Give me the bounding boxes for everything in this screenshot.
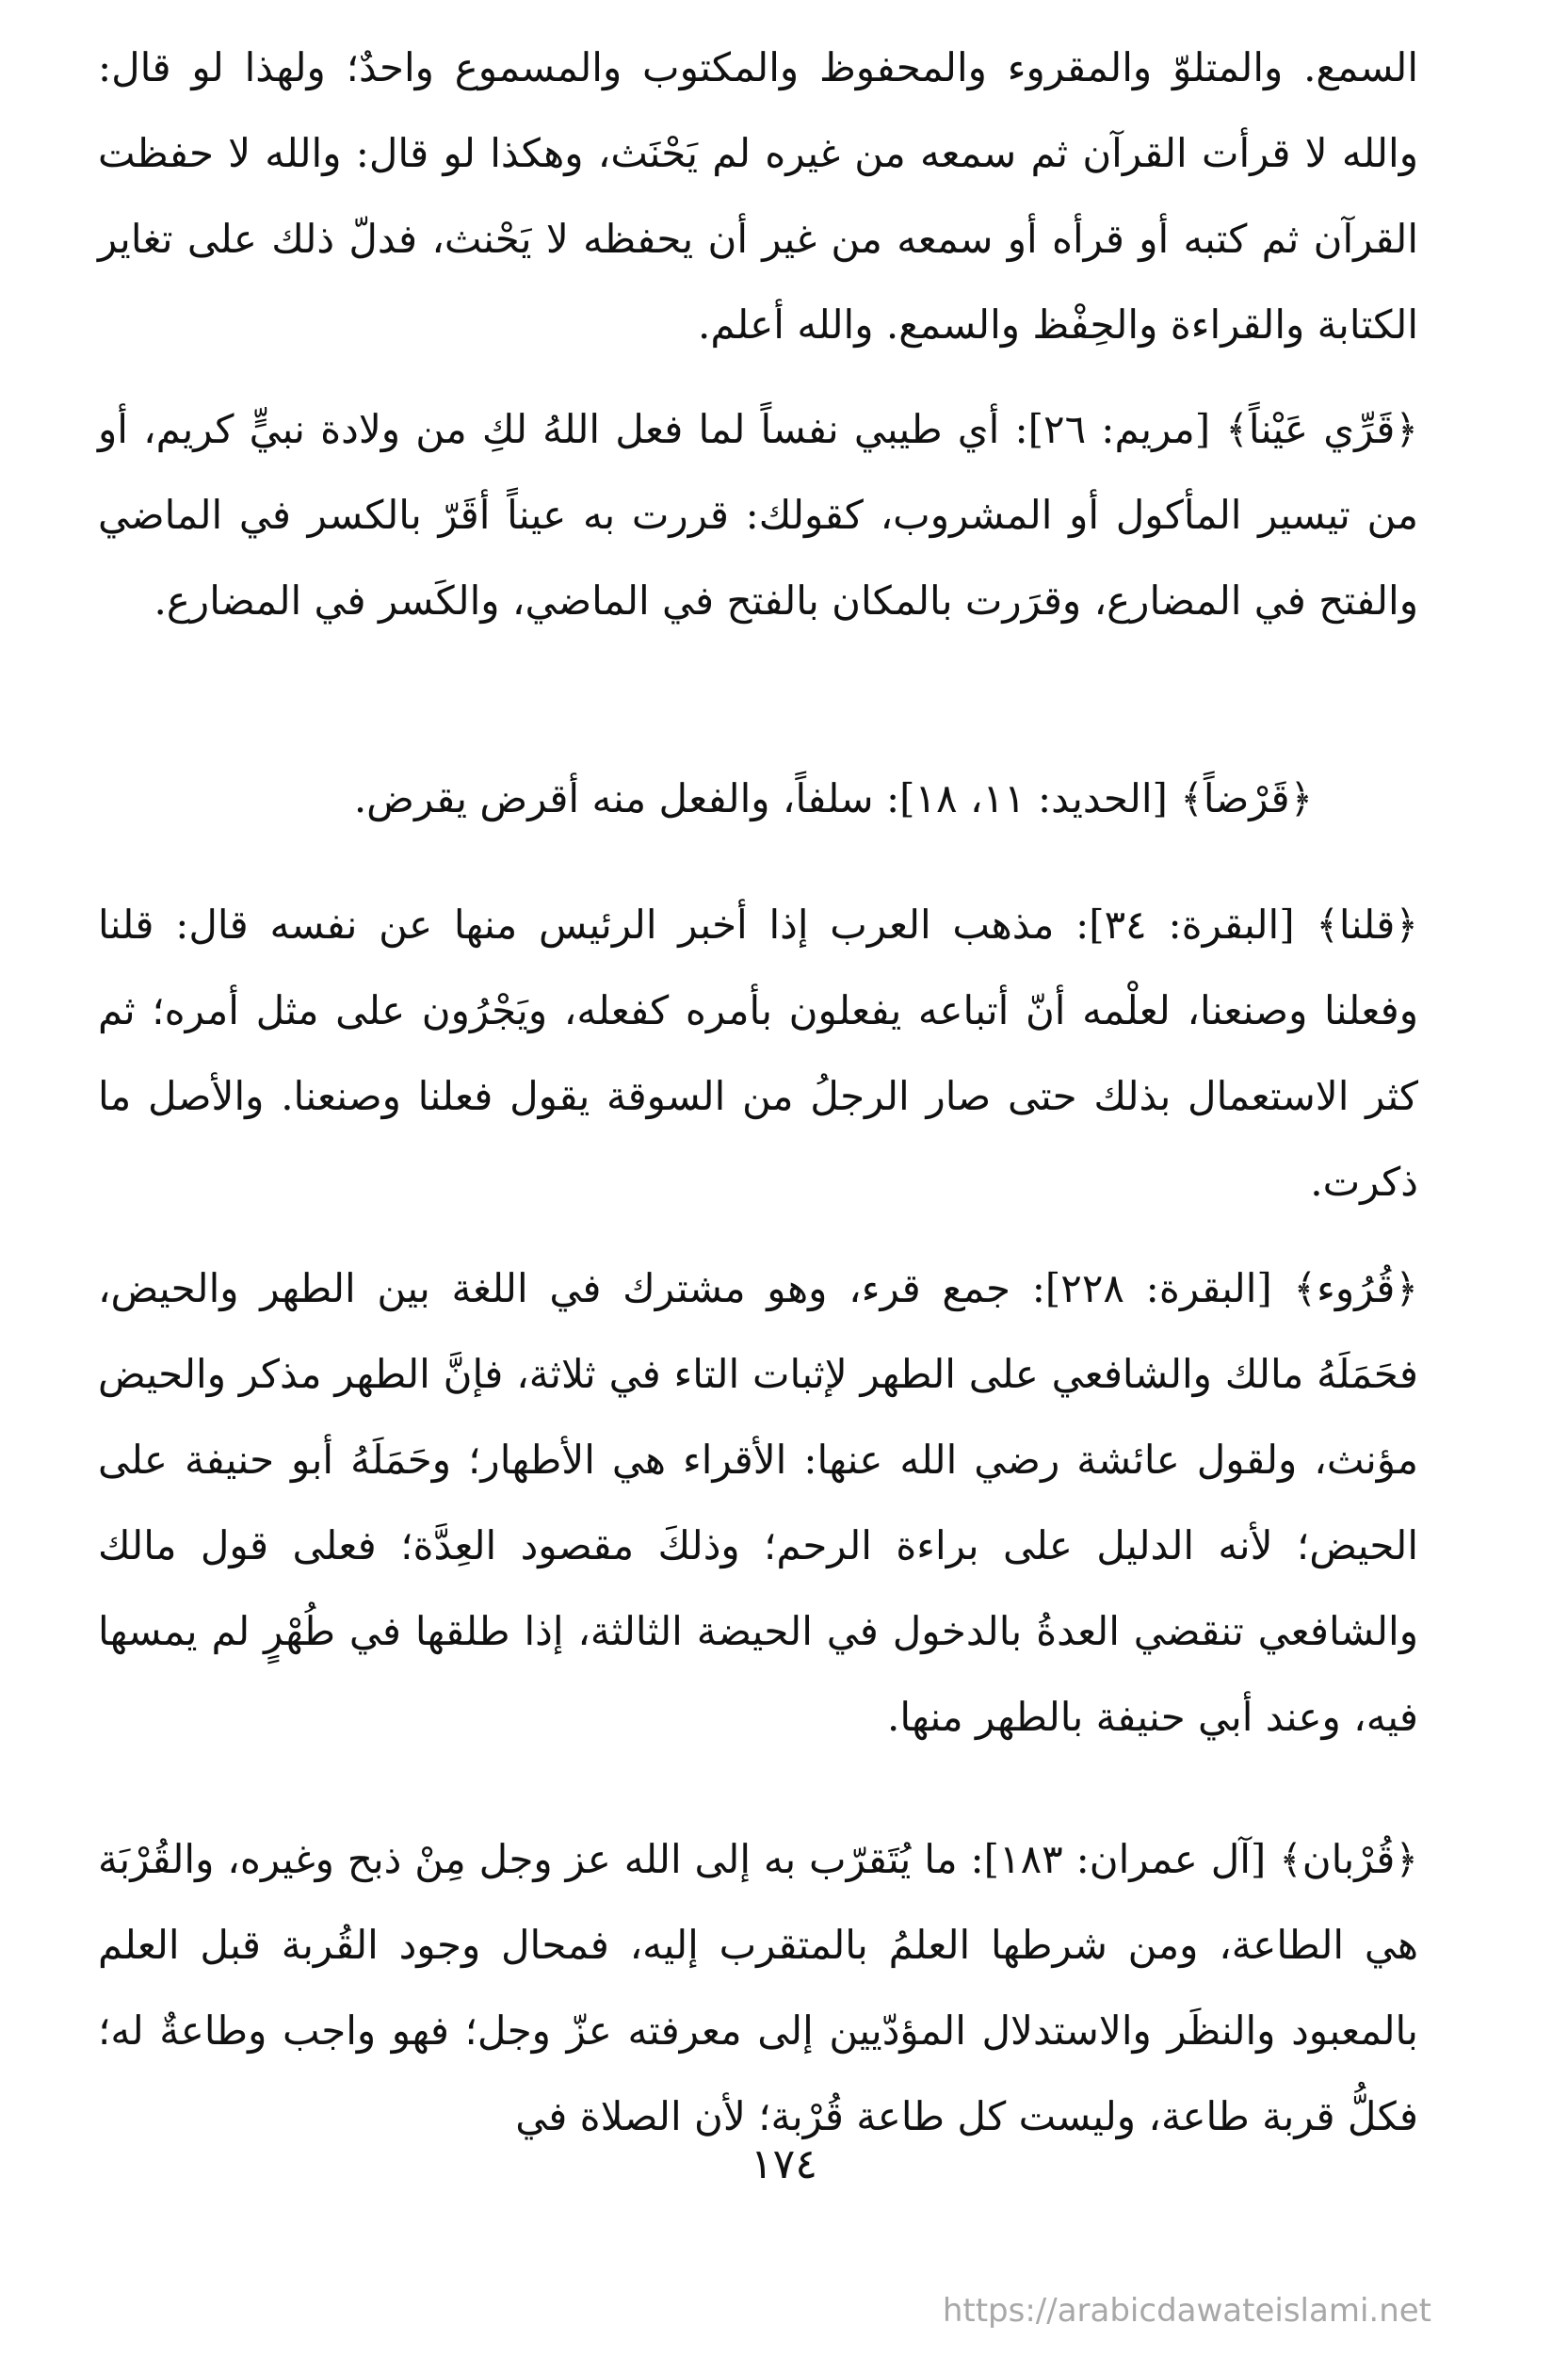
paragraph-qurban: ﴿قُرْبان﴾ [آل عمران: ١٨٣]: ما يُتَقرّب به إلى الله عز وجل مِنْ ذبح وغيره، والقُرْبَة هي الطاعة، ومن شرطها العلمُ بالمتقرب إليه، فمحال وجود القُربة قبل العلم بالمعبود والنظَر والاستدلال المؤدّيين إلى معرفته عزّ وجل؛ فهو واجب وطاعةٌ له؛ فكلُّ قربة طاعة، وليست كل طاعة قُرْبة؛ لأن الصلاة في (98, 1836, 1418, 2139)
watermark-url: https://arabicdawateislami.net (942, 2292, 1431, 2330)
paragraph-sama: السمع. والمتلوّ والمقروء والمحفوظ والمكتوب والمسموع واحدٌ؛ ولهذا لو قال: والله لا قرأت القرآن ثم سمعه من غيره لم يَحْنَث، وهكذا لو قال: والله لا حفظت القرآن ثم كتبه أو قرأه أو سمعه من غير أن يحفظه لا يَحْنث، فدلّ ذلك على تغاير الكتابة والقراءة والحِفْظ والسمع. والله أعلم. (98, 44, 1418, 348)
paragraph-quru: ﴿قُرُوء﴾ [البقرة: ٢٢٨]: جمع قرء، وهو مشترك في اللغة بين الطهر والحيض، فحَمَلَهُ مالك والشافعي على الطهر لإثبات التاء في ثلاثة، فإنَّ الطهر مذكر والحيض مؤنث، ولقول عائشة رضي الله عنها: الأقراء هي الأطهار؛ وحَمَلَهُ أبو حنيفة على الحيض؛ لأنه الدليل على براءة الرحم؛ وذلكَ مقصود العِدَّة؛ فعلى قول مالك والشافعي تنقضي العدةُ بالدخول في الحيضة الثالثة، إذا طلقها في طُهْرٍ لم يمسها فيه، وعند أبي حنيفة بالطهر منها. (98, 1265, 1418, 1740)
page-number: ١٧٤ (751, 2140, 817, 2188)
paragraph-qardan: ﴿قَرْضاً﴾ [الحديد: ١١، ١٨]: سلفاً، والفعل منه أقرض يقرض. (353, 775, 1314, 821)
paragraph-qulna: ﴿قلنا﴾ [البقرة: ٣٤]: مذهب العرب إذا أخبر الرئيس منها عن نفسه قال: قلنا وفعلنا وصنعنا، لعلْمه أنّ أتباعه يفعلون بأمره كفعله، ويَجْرُون على مثل أمره؛ ثم كثر الاستعمال بذلك حتى صار الرجلُ من السوقة يقول فعلنا وصنعنا. والأصل ما ذكرت. (98, 902, 1418, 1205)
paragraph-qarri-aynan: ﴿قَرِّي عَيْناً﴾ [مريم: ٢٦]: أي طيبي نفساً لما فعل اللهُ لكِ من ولادة نبيٍّ كريم، أو من تيسير المأكول أو المشروب، كقولك: قررت به عيناً أقَرّ بالكسر في الماضي والفتح في المضارع، وقرَرت بالمكان بالفتح في الماضي، والكَسر في المضارع. (98, 406, 1418, 624)
